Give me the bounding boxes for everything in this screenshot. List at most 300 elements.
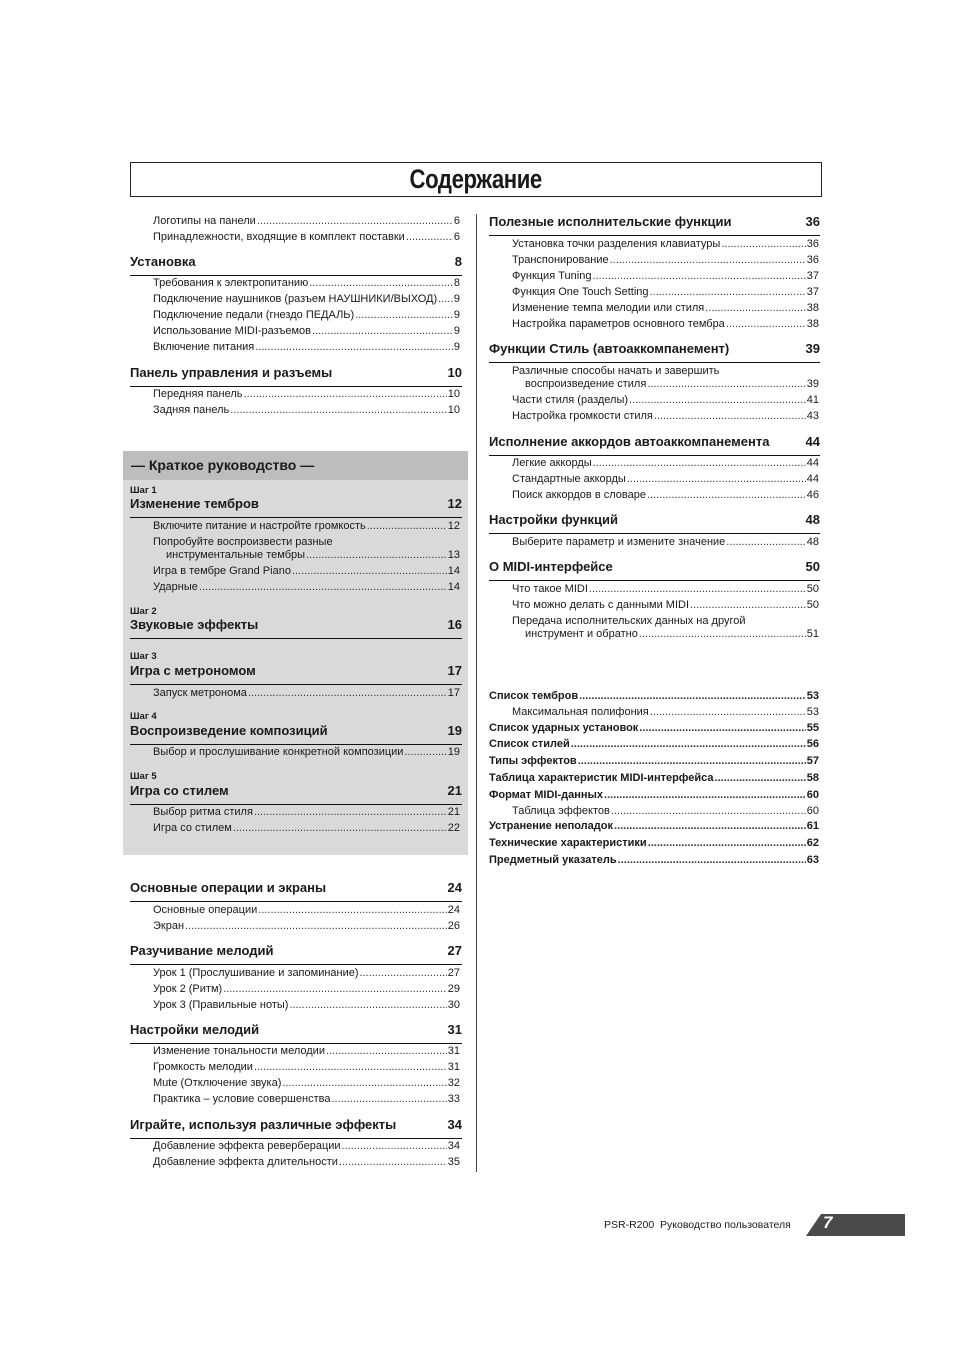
- section-rule: [489, 580, 820, 581]
- entry-page: 26: [447, 920, 460, 932]
- entry-page: 60: [806, 805, 819, 817]
- entry-page: 12: [447, 520, 460, 532]
- section-title: Звуковые эффекты: [130, 617, 259, 632]
- section-heading: [489, 214, 820, 232]
- toc-entry: [512, 410, 819, 425]
- section-title: Игра со стилем: [130, 783, 229, 798]
- entry-title: Урок 2 (Ритм): [153, 983, 223, 995]
- section-page: 8: [454, 254, 462, 269]
- entry-page: 14: [447, 581, 460, 593]
- toc-entry: [525, 628, 819, 643]
- entry-title: Предметный указатель: [489, 854, 617, 866]
- entry-title: Запуск метронома: [153, 687, 247, 699]
- entry-title: Включение питания: [153, 341, 255, 353]
- entry-title: инструментальные тембры: [166, 549, 306, 561]
- section-title: Функции Стиль (автоаккомпанемент): [489, 341, 730, 356]
- entry-page: 39: [806, 378, 819, 390]
- toc-entry: [489, 690, 819, 705]
- dot-leader: [339, 1156, 447, 1168]
- entry-title: Выберите параметр и измените значение: [512, 536, 726, 548]
- toc-entry-line: Передача исполнительских данных на другой: [512, 615, 746, 627]
- toc-entry: [153, 687, 460, 702]
- entry-title: Игра в тембре Grand Piano: [153, 565, 291, 577]
- toc-entry: [525, 378, 819, 393]
- entry-page: 35: [447, 1156, 460, 1168]
- dot-leader: [639, 722, 805, 734]
- page-number-tab: [806, 1214, 905, 1236]
- toc-entry: [512, 302, 819, 317]
- entry-page: 27: [447, 967, 460, 979]
- entry-page: 24: [447, 904, 460, 916]
- entry-title: Использование MIDI-разъемов: [153, 325, 311, 337]
- section-page: 50: [805, 559, 820, 574]
- entry-title: Список стилей: [489, 738, 570, 750]
- dot-leader: [726, 318, 806, 330]
- toc-entry: [153, 520, 460, 535]
- dot-leader: [331, 1093, 446, 1105]
- section-page: 12: [447, 496, 462, 511]
- section-page: 19: [447, 723, 462, 738]
- section-heading: [130, 496, 462, 514]
- toc-entry: [153, 581, 460, 596]
- dot-leader: [639, 628, 806, 640]
- toc-entry: [153, 293, 460, 308]
- section-rule: [489, 455, 820, 456]
- section-rule: [130, 1043, 462, 1044]
- entry-title: Экран: [153, 920, 185, 932]
- dot-leader: [254, 1061, 447, 1073]
- entry-page: 31: [447, 1045, 460, 1057]
- entry-page: 14: [447, 565, 460, 577]
- entry-page: 9: [453, 293, 460, 305]
- entry-title: Что такое MIDI: [512, 583, 588, 595]
- section-title: Разучивание мелодий: [130, 943, 274, 958]
- entry-page: 31: [447, 1061, 460, 1073]
- step-label: Шаг 3: [130, 651, 157, 662]
- dot-leader: [282, 1077, 446, 1089]
- entry-title: Изменение тональности мелодии: [153, 1045, 325, 1057]
- entry-page: 6: [453, 231, 460, 243]
- toc-entry-line: Попробуйте воспроизвести разные: [153, 536, 333, 548]
- dot-leader: [438, 293, 453, 305]
- toc-entry: [489, 755, 819, 770]
- entry-page: 44: [806, 457, 819, 469]
- toc-entry: [153, 822, 460, 837]
- entry-title: Технические характеристики: [489, 837, 647, 849]
- entry-title: Передняя панель: [153, 388, 243, 400]
- entry-page: 9: [453, 341, 460, 353]
- dot-leader: [650, 286, 806, 298]
- step-label: Шаг 5: [130, 771, 157, 782]
- footer-model: PSR-R200: [604, 1219, 655, 1231]
- entry-title: Добавление эффекта реверберации: [153, 1140, 341, 1152]
- dot-leader: [690, 599, 806, 611]
- dot-leader: [306, 549, 447, 561]
- toc-entry: [512, 706, 819, 721]
- entry-title: Список ударных установок: [489, 722, 639, 734]
- page-title: Содержание: [409, 164, 543, 194]
- section-page: 16: [447, 617, 462, 632]
- entry-title: Устранение неполадок: [489, 820, 613, 832]
- toc-entry: [153, 806, 460, 821]
- toc-entry: [153, 1156, 460, 1171]
- entry-page: 30: [447, 999, 460, 1011]
- dot-leader: [589, 583, 806, 595]
- entry-page: 58: [806, 772, 819, 784]
- entry-title: Практика – условие совершенства: [153, 1093, 331, 1105]
- toc-entry: [153, 309, 460, 324]
- dot-leader: [367, 520, 447, 532]
- entry-title: Типы эффектов: [489, 755, 577, 767]
- dot-leader: [309, 277, 453, 289]
- toc-entry: [512, 583, 819, 598]
- entry-page: 34: [447, 1140, 460, 1152]
- section-rule: [130, 684, 462, 685]
- entry-page: 61: [806, 820, 819, 832]
- toc-entry: [512, 318, 819, 333]
- entry-title: Транспонирование: [512, 254, 609, 266]
- entry-title: Настройка громкости стиля: [512, 410, 653, 422]
- step-label: Шаг 1: [130, 485, 157, 496]
- dot-leader: [233, 822, 447, 834]
- entry-page: 36: [806, 254, 819, 266]
- toc-entry-line: Различные способы начать и завершить: [512, 365, 720, 377]
- dot-leader: [578, 755, 806, 767]
- toc-entry: [489, 789, 819, 804]
- entry-title: Функция One Touch Setting: [512, 286, 649, 298]
- entry-page: 32: [447, 1077, 460, 1089]
- section-rule: [130, 517, 462, 518]
- toc-entry: [153, 1045, 460, 1060]
- toc-entry: [512, 805, 819, 820]
- section-title: Исполнение аккордов автоаккомпанемента: [489, 434, 770, 449]
- dot-leader: [289, 999, 446, 1011]
- dot-leader: [244, 388, 447, 400]
- entry-title: Таблица характеристик MIDI-интерфейса: [489, 772, 714, 784]
- entry-page: 38: [806, 302, 819, 314]
- toc-entry: [153, 967, 460, 982]
- entry-page: 33: [447, 1093, 460, 1105]
- toc-entry: [512, 457, 819, 472]
- toc-entry: [153, 1140, 460, 1155]
- toc-entry: [512, 270, 819, 285]
- footer-text: [604, 1219, 791, 1231]
- entry-page: 38: [806, 318, 819, 330]
- section-heading: [489, 559, 820, 577]
- entry-title: Принадлежности, входящие в комплект поставки: [153, 231, 405, 243]
- section-title: О MIDI-интерфейсе: [489, 559, 613, 574]
- entry-title: Максимальная полифония: [512, 706, 649, 718]
- toc-entry: [153, 1077, 460, 1092]
- entry-title: Настройка параметров основного тембра: [512, 318, 725, 330]
- toc-entry: [153, 404, 460, 419]
- toc-entry: [153, 1061, 460, 1076]
- entry-page: 63: [806, 854, 819, 866]
- section-page: 17: [447, 663, 462, 678]
- section-rule: [130, 804, 462, 805]
- toc-entry: [489, 820, 819, 835]
- entry-title: Выбор и прослушивание конкретной композиции: [153, 746, 404, 758]
- entry-title: Подключение наушников (разъем НАУШНИКИ/ВЫХОД): [153, 293, 438, 305]
- section-rule: [130, 744, 462, 745]
- entry-page: 9: [453, 325, 460, 337]
- entry-page: 41: [806, 394, 819, 406]
- entry-title: Задняя панель: [153, 404, 230, 416]
- dot-leader: [579, 690, 806, 702]
- entry-title: Основные операции: [153, 904, 258, 916]
- dot-leader: [223, 983, 447, 995]
- toc-entry: [153, 325, 460, 340]
- dot-leader: [355, 309, 453, 321]
- dot-leader: [629, 394, 806, 406]
- section-rule: [489, 362, 820, 363]
- entry-title: Mute (Отключение звука): [153, 1077, 282, 1089]
- toc-entry: [489, 738, 819, 753]
- dot-leader: [571, 738, 806, 750]
- section-heading: [130, 783, 462, 801]
- section-heading: [130, 365, 462, 383]
- entry-page: 44: [806, 473, 819, 485]
- entry-title: Ударные: [153, 581, 198, 593]
- toc-entry: [512, 394, 819, 409]
- entry-page: 37: [806, 270, 819, 282]
- section-page: 44: [805, 434, 820, 449]
- dot-leader: [312, 325, 453, 337]
- entry-title: Функция Tuning: [512, 270, 592, 282]
- dot-leader: [406, 231, 453, 243]
- section-heading: [130, 880, 462, 898]
- entry-page: 13: [447, 549, 460, 561]
- entry-title: Требования к электропитанию: [153, 277, 309, 289]
- entry-page: 19: [447, 746, 460, 758]
- toc-entry: [153, 1093, 460, 1108]
- entry-page: 50: [806, 599, 819, 611]
- section-rule: [130, 386, 462, 387]
- quick-guide-header: [123, 451, 468, 480]
- entry-page: 10: [447, 404, 460, 416]
- entry-page: 9: [453, 309, 460, 321]
- toc-entry: [512, 473, 819, 488]
- entry-title: Игра со стилем: [153, 822, 232, 834]
- toc-entry: [489, 837, 819, 852]
- dot-leader: [614, 820, 806, 832]
- dot-leader: [650, 706, 806, 718]
- section-rule: [130, 275, 462, 276]
- dot-leader: [326, 1045, 447, 1057]
- entry-title: Логотипы на панели: [153, 215, 256, 227]
- entry-page: 60: [806, 789, 819, 801]
- dot-leader: [721, 238, 805, 250]
- section-page: 48: [805, 512, 820, 527]
- section-heading: [489, 512, 820, 530]
- section-title: Основные операции и экраны: [130, 880, 327, 895]
- page-number: 7: [823, 1213, 833, 1232]
- section-page: 10: [447, 365, 462, 380]
- dot-leader: [610, 254, 806, 266]
- section-page: 31: [447, 1022, 462, 1037]
- entry-title: Что можно делать с данными MIDI: [512, 599, 690, 611]
- section-title: Панель управления и разъемы: [130, 365, 333, 380]
- toc-entry: [512, 489, 819, 504]
- entry-page: 37: [806, 286, 819, 298]
- section-title: Играйте, используя различные эффекты: [130, 1117, 397, 1132]
- footer-label: Руководство пользователя: [660, 1219, 791, 1231]
- section-title: Воспроизведение композиций: [130, 723, 328, 738]
- toc-entry: [512, 254, 819, 269]
- toc-entry: [153, 215, 460, 230]
- dot-leader: [647, 378, 805, 390]
- dot-leader: [342, 1140, 447, 1152]
- step-label: Шаг 2: [130, 606, 157, 617]
- section-heading: [130, 617, 462, 635]
- entry-title: Громкость мелодии: [153, 1061, 253, 1073]
- dot-leader: [648, 837, 806, 849]
- entry-title: Части стиля (разделы): [512, 394, 629, 406]
- column-divider: [476, 214, 477, 1172]
- dot-leader: [618, 854, 806, 866]
- toc-entry: [153, 999, 460, 1014]
- section-heading: [130, 943, 462, 961]
- entry-title: Изменение темпа мелодии или стиля: [512, 302, 705, 314]
- entry-title: Урок 3 (Правильные ноты): [153, 999, 289, 1011]
- entry-page: 57: [806, 755, 819, 767]
- toc-entry: [153, 231, 460, 246]
- entry-page: 8: [453, 277, 460, 289]
- entry-title: Подключение педали (гнездо ПЕДАЛЬ): [153, 309, 355, 321]
- section-rule: [489, 235, 820, 236]
- entry-page: 21: [447, 806, 460, 818]
- section-page: 39: [805, 341, 820, 356]
- toc-entry: [153, 388, 460, 403]
- toc-entry: [489, 722, 819, 737]
- toc-entry: [153, 983, 460, 998]
- entry-title: Добавление эффекта длительности: [153, 1156, 338, 1168]
- entry-title: Выбор ритма стиля: [153, 806, 253, 818]
- toc-entry: [512, 599, 819, 614]
- toc-entry: [153, 277, 460, 292]
- entry-page: 53: [806, 706, 819, 718]
- entry-page: 29: [447, 983, 460, 995]
- section-page: 36: [805, 214, 820, 229]
- toc-entry: [153, 746, 460, 761]
- step-label: Шаг 4: [130, 711, 157, 722]
- section-rule: [130, 638, 462, 639]
- section-heading: [130, 663, 462, 681]
- dot-leader: [611, 805, 806, 817]
- section-heading: [130, 1117, 462, 1135]
- entry-page: 17: [447, 687, 460, 699]
- section-title: Настройки мелодий: [130, 1022, 260, 1037]
- dot-leader: [705, 302, 805, 314]
- dot-leader: [360, 967, 447, 979]
- section-rule: [130, 901, 462, 902]
- section-page: 34: [447, 1117, 462, 1132]
- toc-entry: [166, 549, 460, 564]
- dot-leader: [257, 215, 453, 227]
- toc-entry: [512, 286, 819, 301]
- entry-title: Таблица эффектов: [512, 805, 610, 817]
- section-heading: [489, 434, 820, 452]
- toc-entry: [153, 341, 460, 356]
- entry-title: Урок 1 (Прослушивание и запоминание): [153, 967, 359, 979]
- entry-title: Формат MIDI-данных: [489, 789, 604, 801]
- section-heading: [489, 341, 820, 359]
- toc-entry: [489, 854, 819, 869]
- entry-page: 43: [806, 410, 819, 422]
- toc-entry: [153, 565, 460, 580]
- section-heading: [130, 723, 462, 741]
- entry-page: 6: [453, 215, 460, 227]
- toc-entry: [512, 536, 819, 551]
- section-title: Игра с метрономом: [130, 663, 256, 678]
- entry-page: 51: [806, 628, 819, 640]
- entry-page: 53: [806, 690, 819, 702]
- dot-leader: [248, 687, 447, 699]
- entry-page: 62: [806, 837, 819, 849]
- dot-leader: [199, 581, 447, 593]
- entry-page: 56: [806, 738, 819, 750]
- dot-leader: [254, 806, 447, 818]
- section-heading: [130, 1022, 462, 1040]
- entry-title: инструмент и обратно: [525, 628, 638, 640]
- dot-leader: [654, 410, 806, 422]
- dot-leader: [592, 270, 805, 282]
- dot-leader: [185, 920, 447, 932]
- toc-entry: [489, 772, 819, 787]
- section-page: 27: [447, 943, 462, 958]
- entry-title: Список тембров: [489, 690, 579, 702]
- dot-leader: [726, 536, 805, 548]
- toc-entry: [153, 920, 460, 935]
- toc-entry: [512, 238, 819, 253]
- dot-leader: [627, 473, 806, 485]
- toc-entry: [153, 904, 460, 919]
- entry-page: 50: [806, 583, 819, 595]
- entry-page: 22: [447, 822, 460, 834]
- entry-page: 10: [447, 388, 460, 400]
- entry-title: Установка точки разделения клавиатуры: [512, 238, 721, 250]
- entry-title: Стандартные аккорды: [512, 473, 626, 485]
- section-title: Установка: [130, 254, 196, 269]
- section-title: Изменение тембров: [130, 496, 259, 511]
- entry-title: Легкие аккорды: [512, 457, 592, 469]
- title-box: [130, 162, 822, 197]
- dot-leader: [255, 341, 453, 353]
- dot-leader: [604, 789, 806, 801]
- dot-leader: [292, 565, 447, 577]
- section-page: 21: [447, 783, 462, 798]
- dot-leader: [715, 772, 806, 784]
- dot-leader: [404, 746, 446, 758]
- entry-page: 48: [806, 536, 819, 548]
- entry-title: Включите питание и настройте громкость: [153, 520, 366, 532]
- quick-guide-title: — Краткое руководство —: [131, 457, 315, 473]
- section-page: 24: [447, 880, 462, 895]
- section-heading: [130, 254, 462, 272]
- entry-page: 55: [806, 722, 819, 734]
- section-rule: [489, 533, 820, 534]
- section-rule: [130, 1138, 462, 1139]
- section-title: Настройки функций: [489, 512, 618, 527]
- entry-page: 36: [806, 238, 819, 250]
- dot-leader: [593, 457, 806, 469]
- entry-page: 46: [806, 489, 819, 501]
- dot-leader: [258, 904, 446, 916]
- section-title: Полезные исполнительские функции: [489, 214, 732, 229]
- section-rule: [130, 964, 462, 965]
- entry-title: Поиск аккордов в словаре: [512, 489, 646, 501]
- dot-leader: [647, 489, 806, 501]
